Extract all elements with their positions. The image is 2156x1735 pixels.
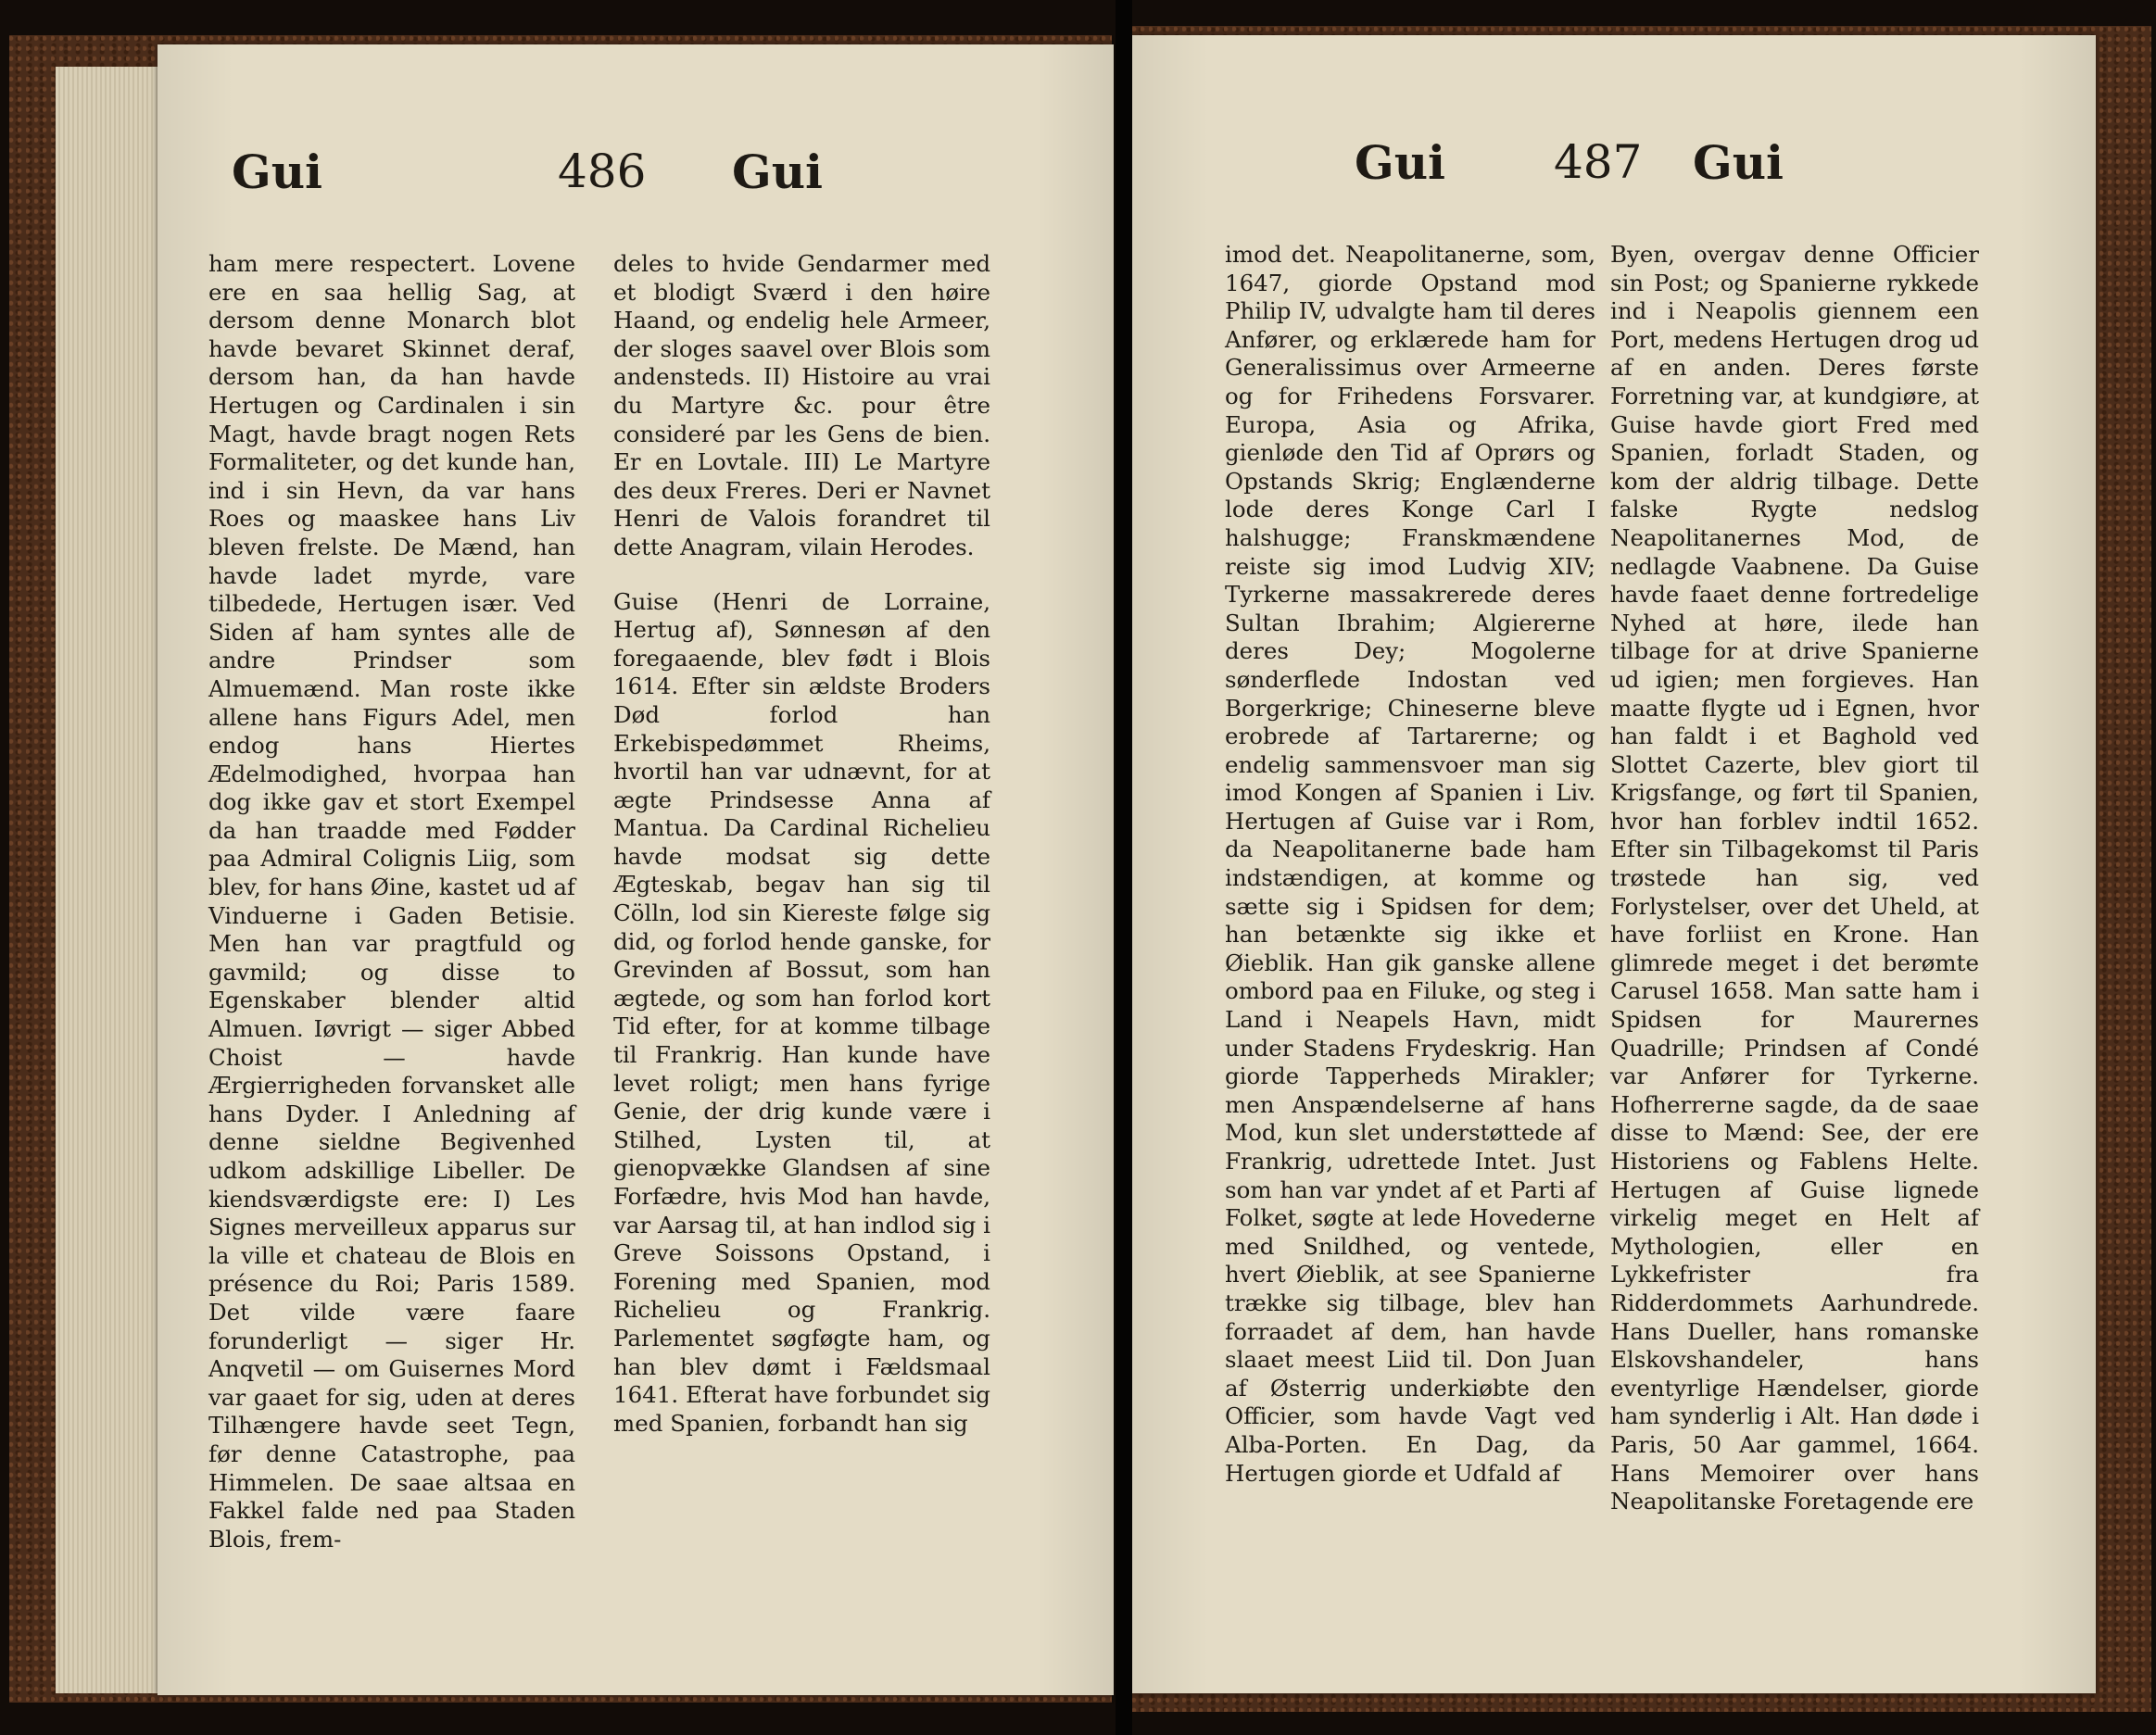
paragraph: Byen, overgav denne Officier sin Post; og Spanierne rykkede ind i Neapolis giennem een Port, medens Hertugen drog ud af en anden. Deres første Forretning var, at kundgiøre, at Guise havde giort Fred med Spanien, forladt Staden, og kom der aldrig tilbage. Dette falske Rygte nedslog Neapolitanernes Mod, de nedlagde Vaabnene. Da Guise havde faaet denne fortredelige Nyhed at høre, ilede han tilbage for at drive Spanierne ud igien; men forgieves. Han maatte flygte ud i Egnen, hvor han faldt i et Baghold ved Slottet Cazerte, blev giort til Krigsfange, og ført til Spanien, hvor han forblev indtil 1652. Efter sin Tilbagekomst til Paris trøstede han sig, ved Forlystelser, over det Uheld, at have forliist en Krone. Han glimrede meget i det berømte Carusel 1658. Man satte ham i Spidsen for Maurernes Quadrille; Prindsen af Condé var Anfører for Tyrkerne. Hofherrerne sagde, da de saae disse to Mænd: See, der ere Historiens og Fablens Helte. Hertugen af Guise lignede virkelig meget en Helt af Mythologien, eller en Lykkefrister fra Ridderdommets Aarhundrede. Hans Dueller, hans romanske Elskovshandeler, hans eventyrlige Hændelser, giorde ham synderlig i Alt. Han døde i Paris, 50 Aar gammel, 1664. Hans Memoirer over hans Neapolitanske Foretagende ere: [1610, 241, 1979, 1515]
text-column-2: [613, 250, 990, 1438]
running-header-right: [1355, 135, 2077, 219]
headword-right: Gui: [732, 145, 824, 199]
text-column-1: [208, 250, 575, 1553]
page-487: [1132, 35, 2096, 1693]
page-number: 487: [1554, 135, 1643, 189]
paragraph: ham mere respectert. Lovene ere en saa hellig Sag, at dersom denne Monarch blot havde bevaret Skinnet deraf, dersom han, da han havde Hertugen og Cardinalen i sin Magt, havde bragt nogen Rets Formaliteter, og det kunde han, ind i sin Hevn, da var hans Roes og maaskee hans Liv bleven frelste. De Mænd, han havde ladet myrde, vare tilbedede, Hertugen især. Ved Siden af ham syntes alle de andre Prindser som Almuemænd. Man roste ikke allene hans Figurs Adel, men endog hans Hiertes Ædelmodighed, hvorpaa han dog ikke gav et stort Exempel da han traadde med Fødder paa Admiral Colignis Liig, som blev, for hans Øine, kastet ud af Vinduerne i Gaden Betisie. Men han var pragtfuld og gavmild; og disse to Egenskaber blender altid Almuen. Iøvrigt — siger Abbed Choist — havde Ærgierrigheden forvansket alle hans Dyder. I Anledning af denne sieldne Begivenhed udkom adskillige Libeller. De kiendsværdigste ere: I) Les Signes merveilleux apparus sur la ville et chateau de Blois en présence du Roi; Paris 1589. Det vilde være faare forunderligt — siger Hr. Anqvetil — om Guisernes Mord var gaaet for sig, uden at deres Tilhængere havde seet Tegn, før denne Catastrophe, paa Himmelen. De saae altsaa en Fakkel falde ned paa Staden Blois, frem-: [208, 250, 575, 1553]
headword-right: Gui: [1693, 135, 1784, 190]
page-edges: [56, 67, 161, 1693]
paragraph: deles to hvide Gendarmer med et blodigt Sværd i den høire Haand, og endelig hele Armeer, der sloges saavel over Blois som andensteds. II) Histoire au vrai du Martyre &c. pour être consideré par les Gens de bien. Er en Lovtale. III) Le Martyre des deux Freres. Deri er Navnet Henri de Valois forandret til dette Anagram, vilain Herodes.: [613, 250, 990, 560]
headword-left: Gui: [1355, 135, 1446, 190]
text-column-2: [1610, 241, 1979, 1516]
scan-divider: [1116, 0, 1132, 1735]
running-header-left: [232, 145, 1047, 228]
paragraph: imod det. Neapolitanerne, som, 1647, giorde Opstand mod Philip IV, udvalgte ham til deres Anfører, og erklærede ham for Generalissimus over Armeerne og for Frihedens Forsvarer. Europa, Asia og Afrika, gienløde den Tid af Oprørs og Opstands Skrig; Englænderne lode deres Konge Carl I halshugge; Franskmændene reiste sig imod Ludvig XIV; Tyrkerne massakrerede deres Sultan Ibrahim; Algiererne deres Dey; Mogolerne sønderflede Indostan ved Borgerkrige; Chineserne bleve erobrede af Tartarerne; og endelig sammensvoer man sig imod Kongen af Spanien i Liv. Hertugen af Guise var i Rom, da Neapolitanerne bade ham indstændigen, at komme og sætte sig i Spidsen for dem; han betænkte sig ikke et Øieblik. Han gik ganske allene ombord paa en Filuke, og steg i Land i Neapels Havn, midt under Stadens Frydeskrig. Han giorde Tapperheds Mirakler; men Anspændelserne af hans Mod, kun slet understøttede af Frankrig, udrettede Intet. Just som han var yndet af et Parti af Folket, søgte at lede Hovederne med Snildhed, og ventede, hvert Øieblik, at see Spanierne trække sig tilbage, blev han forraadet af dem, han havde slaaet meest Liid til. Don Juan af Østerrig underkiøbte den Officier, som havde Vagt ved Alba-Porten. En Dag, da Hertugen giorde et Udfald af: [1225, 241, 1595, 1487]
headword-left: Gui: [232, 145, 323, 199]
page-number: 486: [558, 145, 647, 198]
page-486: [158, 44, 1114, 1695]
right-page-scan: [1132, 0, 2156, 1735]
entry-guise-henri: Guise (Henri de Lorraine, Hertug af), Sønnesøn af den foregaaende, blev født i Blois 1614. Efter sin ældste Broders Død forlod han Erkebispedømmet Rheims, hvortil han var udnævnt, for at ægte Prindsesse Anna af Mantua. Da Cardinal Richelieu havde modsat sig dette Ægteskab, begav han sig til Cölln, lod sin Kiereste følge sig did, og forlod hende ganske, for Grevinden af Bossut, som han ægtede, og som han forlod kort Tid efter, for at komme tilbage til Frankrig. Han kunde have levet roligt; men hans fyrige Genie, der drig kunde være i Stilhed, Lysten til, at gienopvække Glandsen af sine Forfædre, hvis Mod han havde, var Aarsag til, at han indlod sig i Greve Soissons Opstand, i Forening med Spanien, mod Richelieu og Frankrig. Parlementet søgføgte ham, og han blev dømt i Fældsmaal 1641. Efterat have forbundet sig med Spanien, forbandt han sig: [613, 587, 990, 1437]
text-column-1: [1225, 241, 1595, 1488]
